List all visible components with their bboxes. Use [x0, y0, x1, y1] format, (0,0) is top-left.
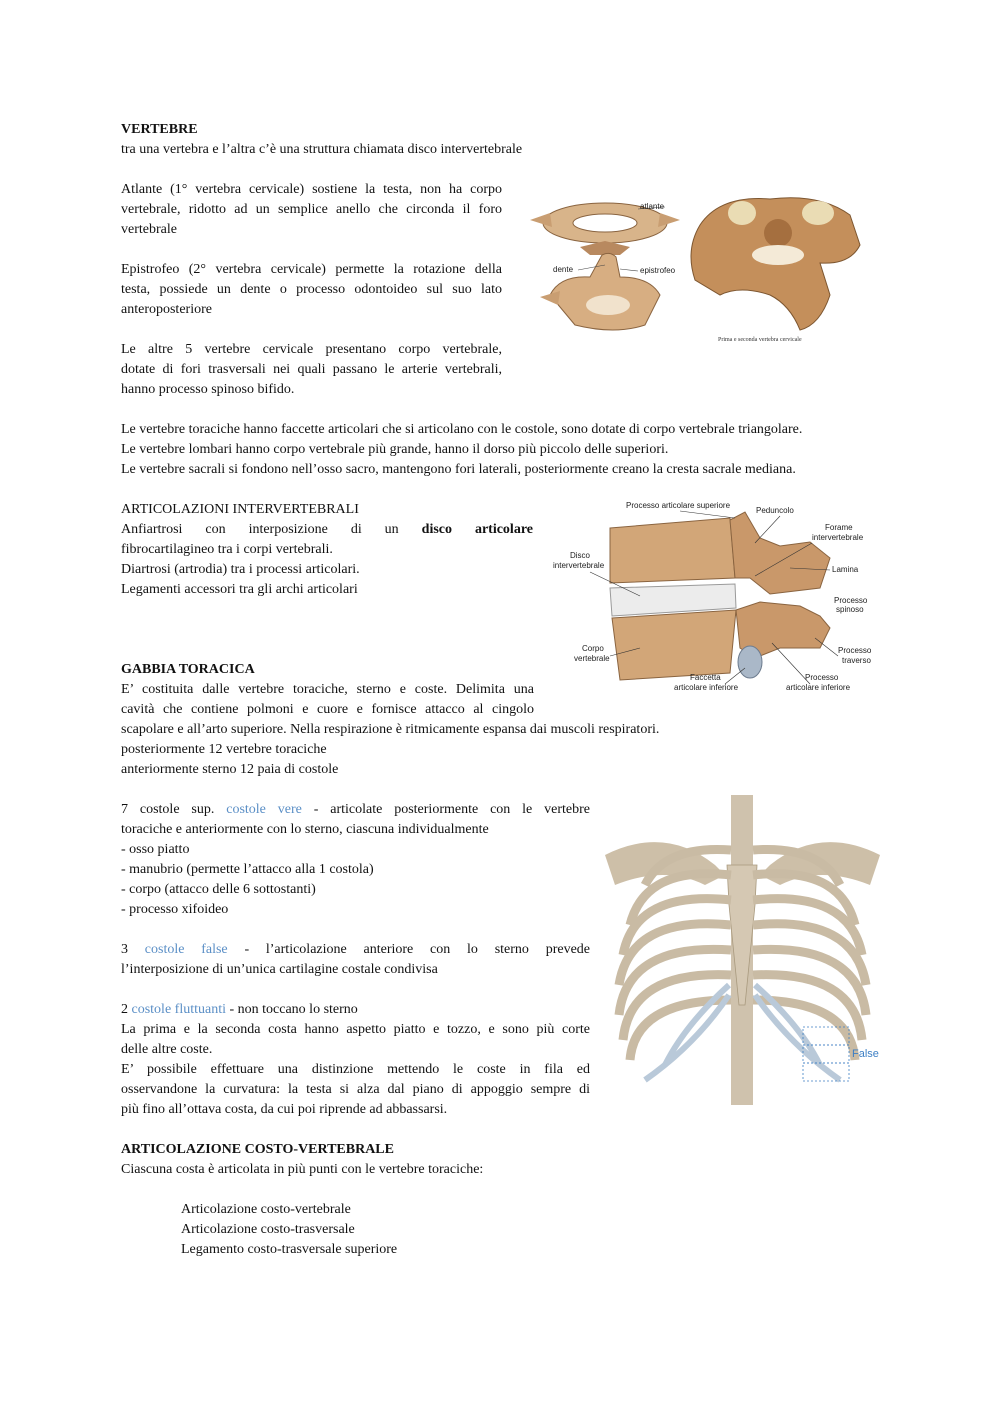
- svg-text:Disco: Disco: [570, 551, 591, 560]
- svg-text:articolare inferiore: articolare inferiore: [674, 683, 739, 692]
- figure-gabbia-toracica: [605, 795, 880, 1105]
- svg-text:intervertebrale: intervertebrale: [812, 533, 864, 542]
- paragraph-altre-vertebre: Le vertebre toraciche hanno faccette articolari che si articolano con le costole, sono dotate di corpo vertebrale triangolare. Le vertebre lombari hanno corpo vertebrale più grande, hanno il dorso più piccolo delle superiori. Le vertebre sacrali si fondono nell’osso sacro, mantengono fori laterali, posteriormente creano la cresta sacrale mediana.: [121, 422, 803, 477]
- section-costo-vertebrale: ARTICOLAZIONE COSTO-VERTEBRALE Ciascuna costa è articolata in più punti con le vertebre toraciche:: [121, 1142, 484, 1177]
- paragraph-atlante: Atlante (1° vertebra cervicale) sostiene la testa, non ha corpo vertebrale, ridotto ad un semplice anello che circonda il foro vertebrale: [121, 182, 502, 237]
- heading-gabbia: GABBIA TORACICA: [121, 662, 255, 677]
- label-dente: dente: [553, 265, 574, 274]
- heading-articolazioni: ARTICOLAZIONI INTERVERTEBRALI: [121, 502, 359, 517]
- svg-text:Peduncolo: Peduncolo: [756, 506, 794, 515]
- list-item: Articolazione costo-vertebrale: [181, 1202, 351, 1217]
- term-costole-false: costole false: [144, 942, 228, 957]
- svg-text:traverso: traverso: [842, 656, 871, 665]
- section-vertebre: [121, 120, 522, 160]
- term-costole-fluttuanti: costole fluttuanti: [131, 1002, 226, 1017]
- svg-text:Faccetta: Faccetta: [690, 673, 721, 682]
- vertebre-intro: tra una vertebra e l’altra c’è una struttura chiamata disco intervertebrale: [121, 142, 523, 157]
- svg-text:Processo articolare superiore: Processo articolare superiore: [626, 501, 731, 510]
- legamenti-line: Legamenti accessori tra gli archi articolari: [121, 582, 358, 597]
- paragraph-cervicali: Le altre 5 vertebre cervicale presentano corpo vertebrale, dotate di fori trasversali nei quali passano le arterie vertebrali, hanno processo spinoso bifido.: [121, 342, 502, 397]
- svg-text:Corpo: Corpo: [582, 644, 604, 653]
- svg-text:vertebrale: vertebrale: [574, 654, 610, 663]
- svg-text:articolare inferiore: articolare inferiore: [786, 683, 851, 692]
- svg-text:Lamina: Lamina: [832, 565, 859, 574]
- section-gabbia: GABBIA TORACICA E’ costituita dalle vertebre toraciche, sterno e coste. Delimita una cavità che contiene polmoni e cuore e fornisce attacco al cingolo scapolare e all’arto superiore. Nella respirazione è ritmicamente espansa dai muscoli respiratori. posteriormente 12 vertebre toraciche anteriormente sterno 12 paia di costole: [121, 662, 660, 777]
- list-item: Articolazione costo-trasversale: [181, 1222, 355, 1237]
- paragraph-epistrofeo: Epistrofeo (2° vertebra cervicale) permette la rotazione della testa, possiede un dente o processo odontoideo sul suo lato anteroposteriore: [121, 262, 502, 317]
- combined-vertebrae-illustration: [691, 198, 860, 330]
- list-costo-vertebrale: [121, 1200, 397, 1260]
- figure-atlante-epistrofeo: [520, 185, 870, 345]
- vertebra-illustration: [610, 512, 830, 680]
- section-articolazioni: ARTICOLAZIONI INTERVERTEBRALI Anfiartrosi con interposizione di un disco articolare fibrocartilagineo tra i corpi vertebrali. Diartrosi (artrodia) tra i processi articolari. Legamenti accessori tra gli archi articolari: [121, 500, 533, 600]
- paragraph-costole-vere: 7 costole sup. costole vere - articolate posteriormente con le vertebre toraciche e anteriormente con lo sterno, ciascuna individualmente - osso piatto - manubrio (permette l’attacco alla 1 costola) - corpo (attacco delle 6 sottostanti) - processo xifoideo: [121, 802, 590, 917]
- anfiartrosi-line: Anfiartrosi con interposizione di un disco articolare: [121, 522, 533, 537]
- rib-cage-illustration: [605, 795, 880, 1105]
- term-costole-vere: costole vere: [226, 802, 302, 817]
- paragraph-costole-fluttuanti: 2 costole fluttuanti - non toccano lo sterno La prima e la seconda costa hanno aspetto piatto e tozzo, e sono più corte delle altre coste. E’ possibile effettuare una distinzione mettendo le coste in fila ed osservandone la curvatura: la testa si alza dal piano di appoggio sempre di più fino all’ottava costa, da cui poi riprende ad abbassarsi.: [121, 1002, 590, 1117]
- list-item: Legamento costo-trasversale superiore: [181, 1242, 398, 1257]
- label-atlante: atlante: [640, 202, 665, 211]
- caption-cervicali: Prima e seconda vertebra cervicale: [718, 337, 802, 343]
- label-false: False: [852, 1048, 879, 1060]
- svg-text:Processo: Processo: [838, 646, 872, 655]
- heading-vertebre: VERTEBRE: [121, 122, 198, 137]
- diartrosi-line: Diartrosi (artrodia) tra i processi articolari.: [121, 562, 360, 577]
- svg-text:Processo: Processo: [834, 596, 868, 605]
- svg-text:Processo: Processo: [805, 673, 839, 682]
- svg-text:intervertebrale: intervertebrale: [553, 561, 605, 570]
- label-epistrofeo: epistrofeo: [640, 266, 676, 275]
- svg-text:spinoso: spinoso: [836, 605, 864, 614]
- paragraph-costole-false: 3 costole false - l’articolazione anteriore con lo sterno prevede l’interposizione di un’unica cartilagine costale condivisa: [121, 942, 590, 977]
- svg-text:Forame: Forame: [825, 523, 853, 532]
- heading-costo-vertebrale: ARTICOLAZIONE COSTO-VERTEBRALE: [121, 1142, 394, 1157]
